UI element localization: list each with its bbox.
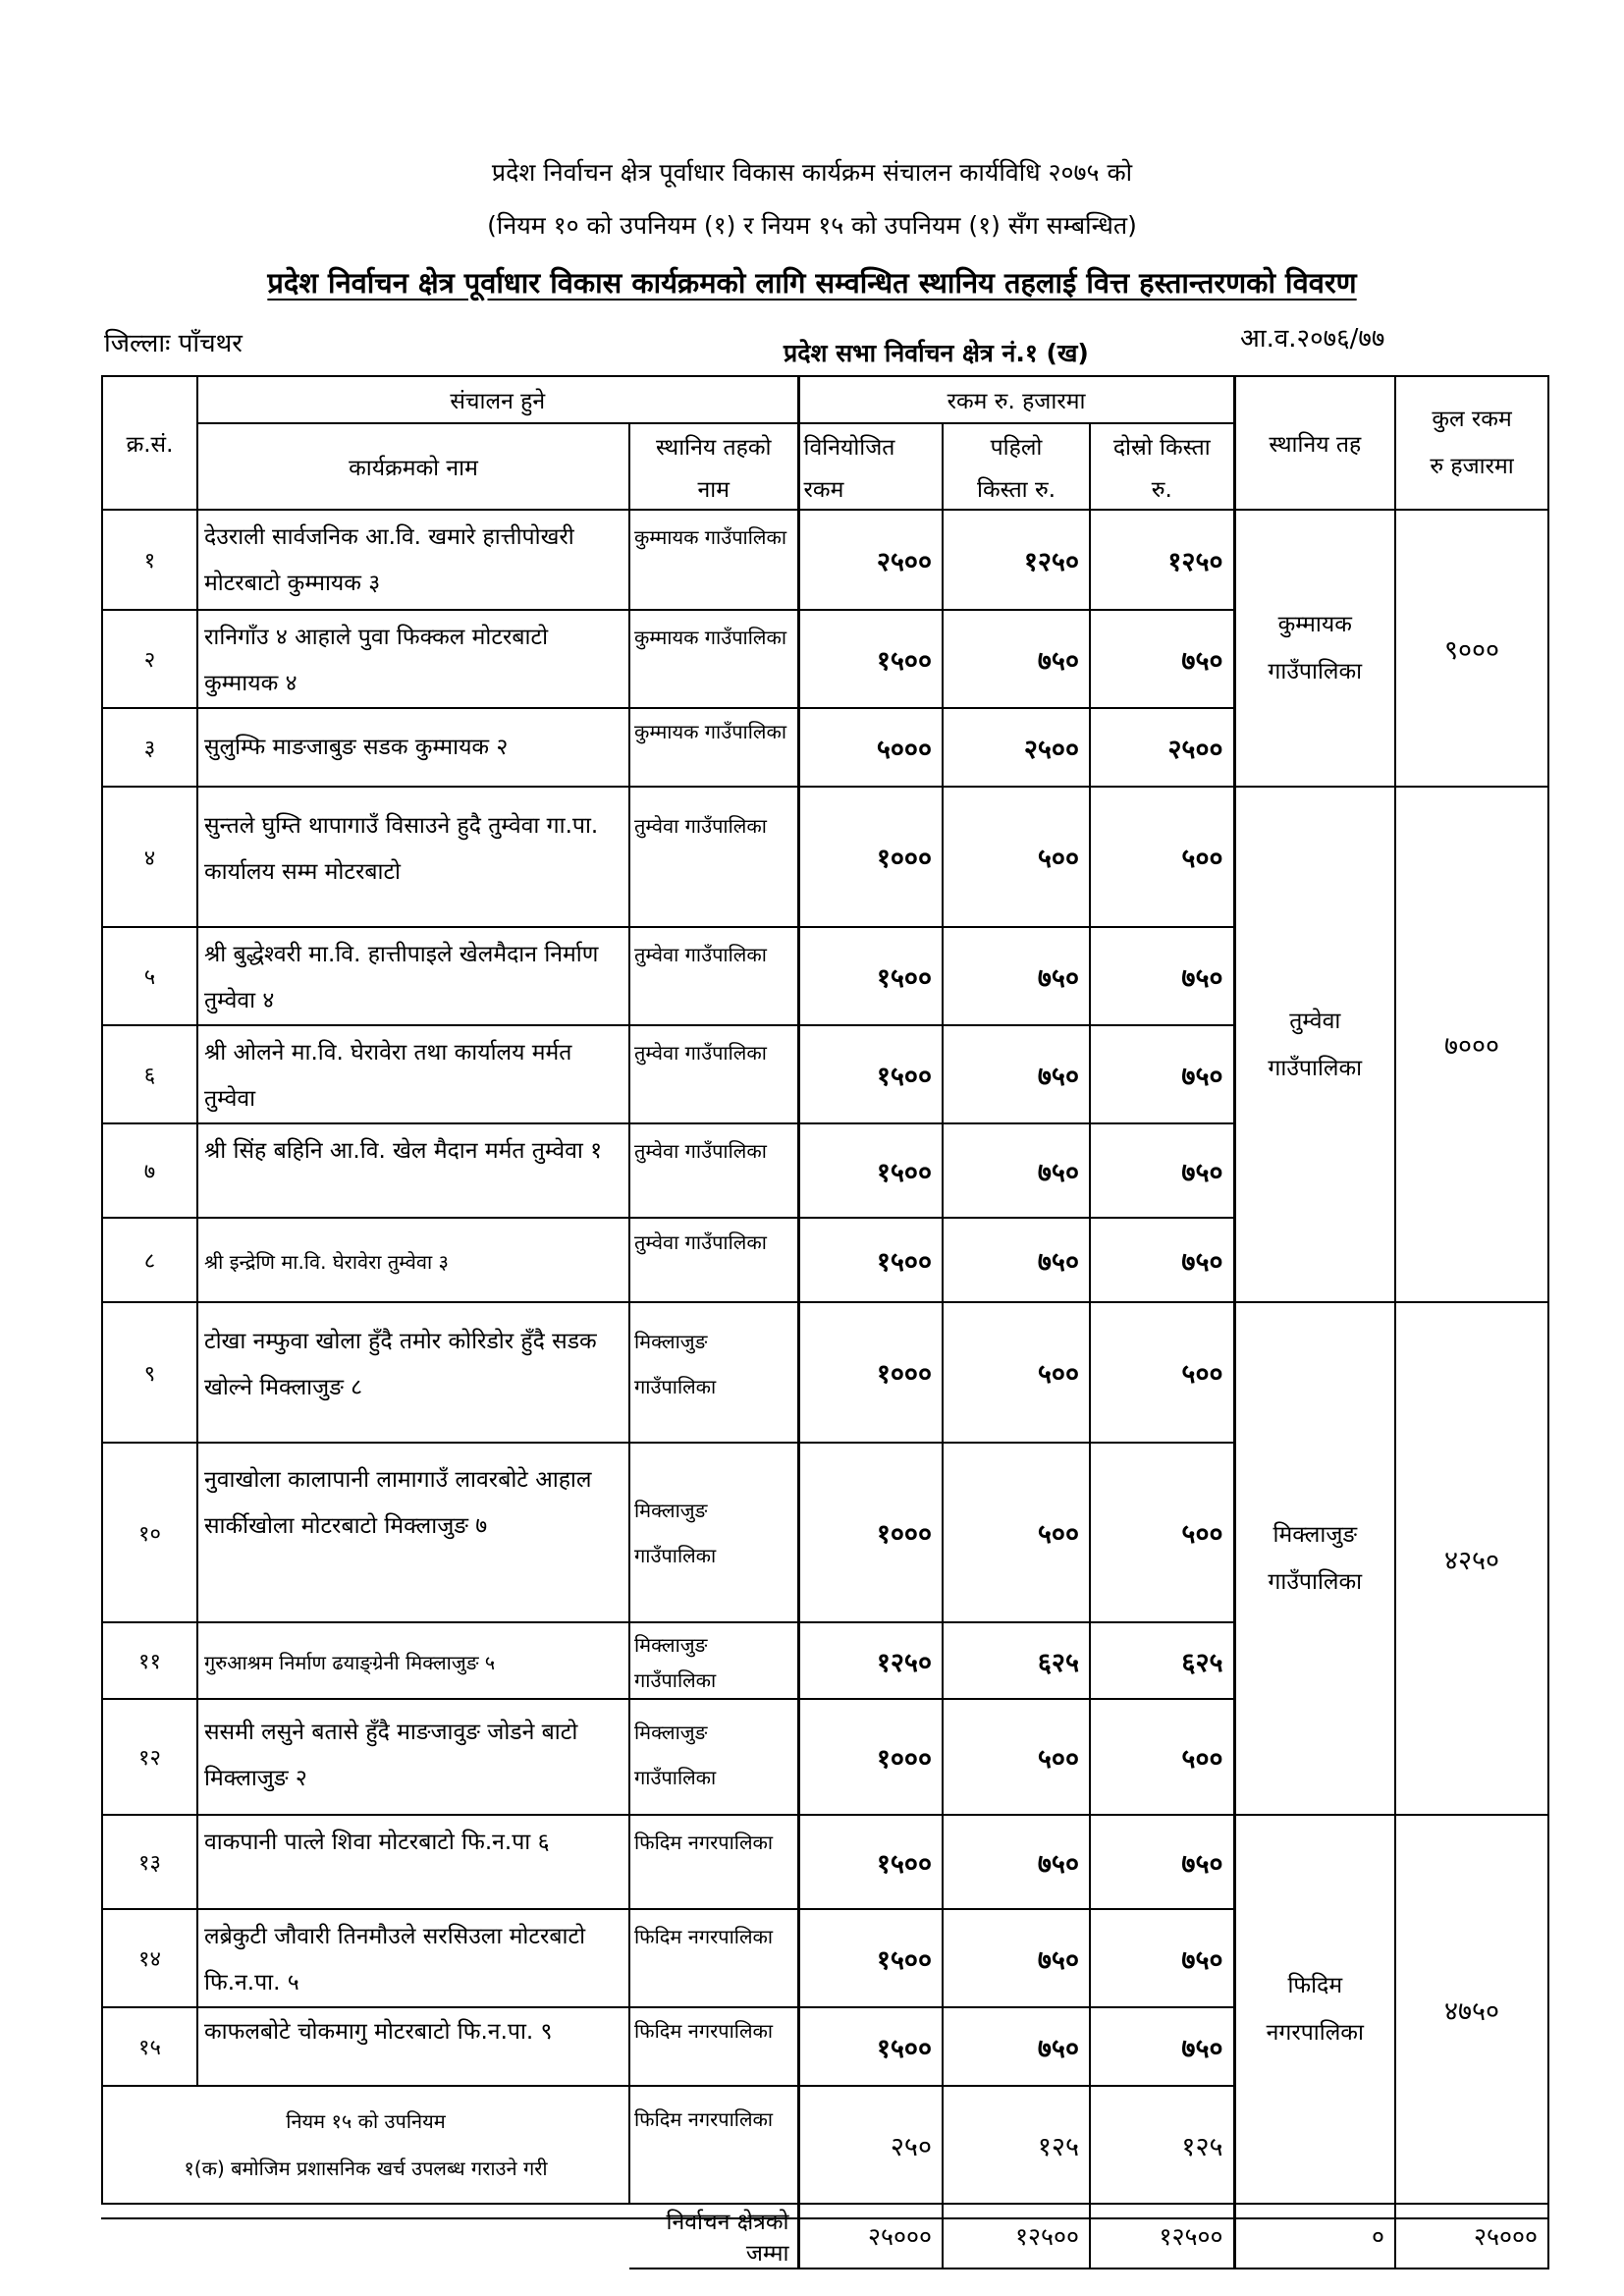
row-program: ससमी लसुने बतासे हुँदै माङजावुङ जोडने बाटो मिक्लाजुङ २ bbox=[197, 1699, 629, 1815]
admin-text-line2: १(क) बमोजिम प्रशासनिक खर्च उपलब्ध गराउने गरी bbox=[184, 2157, 548, 2180]
row-second: ७५० bbox=[1090, 1909, 1234, 2007]
row-sn: २ bbox=[102, 610, 197, 708]
col-header-second-1: दोस्रो किस्ता bbox=[1090, 423, 1234, 466]
row-local: फिदिम नगरपालिका bbox=[629, 1815, 798, 1909]
row-first: ७५० bbox=[943, 1025, 1090, 1123]
row-program: गुरुआश्रम निर्माण ढयाङ्ग्रेनी मिक्लाजुङ ५ bbox=[197, 1622, 629, 1699]
row-second: ७५० bbox=[1090, 610, 1234, 708]
row-first: २५०० bbox=[943, 708, 1090, 787]
row-local: कुम्मायक गाउँपालिका bbox=[629, 510, 798, 610]
col-header-first-1: पहिलो bbox=[943, 423, 1090, 466]
admin-expense-text bbox=[102, 2086, 629, 2204]
row-program: वाकपानी पात्ले शिवा मोटरबाटो फि.न.पा ६ bbox=[197, 1815, 629, 1909]
row-first: ५०० bbox=[943, 1443, 1090, 1622]
row-program: सुलुम्फि माङजाबुङ सडक कुम्मायक २ bbox=[197, 708, 629, 787]
row-first: ७५० bbox=[943, 2007, 1090, 2086]
row-program: रानिगाँउ ४ आहाले पुवा फिक्कल मोटरबाटो कुम्मायक ४ bbox=[197, 610, 629, 708]
row-allocated: १५०० bbox=[798, 2007, 943, 2086]
group-tier: कुम्मायक गाउँपालिका bbox=[1234, 510, 1395, 787]
row-sn: ११ bbox=[102, 1622, 197, 1699]
row-allocated: १००० bbox=[798, 1302, 943, 1443]
row-allocated: १००० bbox=[798, 1699, 943, 1815]
row-second: ७५० bbox=[1090, 927, 1234, 1025]
row-program: काफलबोटे चोकमागु मोटरबाटो फि.न.पा. ९ bbox=[197, 2007, 629, 2086]
district-label: जिल्लाः पाँचथर bbox=[104, 329, 243, 358]
col-header-total-line2: रु हजारमा bbox=[1430, 454, 1514, 479]
row-sn: १५ bbox=[102, 2007, 197, 2086]
row-sn: १३ bbox=[102, 1815, 197, 1909]
row-program: श्री इन्द्रेणि मा.वि. घेरावेरा तुम्वेवा ३ bbox=[197, 1218, 629, 1302]
col-header-local-level: स्थानिय तह bbox=[1234, 376, 1395, 510]
row-sn: १४ bbox=[102, 1909, 197, 2007]
row-second: ५०० bbox=[1090, 1443, 1234, 1622]
grand-total: २५००० bbox=[1395, 2204, 1548, 2269]
row-first: ७५० bbox=[943, 927, 1090, 1025]
table-row bbox=[102, 1302, 1548, 1443]
col-header-first-2: किस्ता रु. bbox=[943, 466, 1090, 510]
row-allocated: ५००० bbox=[798, 708, 943, 787]
row-local: कुम्मायक गाउँपालिका bbox=[629, 708, 798, 787]
row-allocated: १२५० bbox=[798, 1622, 943, 1699]
group-tier: फिदिम नगरपालिका bbox=[1234, 1815, 1395, 2204]
row-sn: ८ bbox=[102, 1218, 197, 1302]
row-first: ७५० bbox=[943, 1815, 1090, 1909]
col-header-allocated-1: विनियोजित bbox=[798, 423, 943, 466]
row-allocated: १५०० bbox=[798, 927, 943, 1025]
row-program: सुन्तले घुम्ति थापागाउँ विसाउने हुदै तुम्वेवा गा.पा. कार्यालय सम्म मोटरबाटो bbox=[197, 787, 629, 927]
row-sn: ९ bbox=[102, 1302, 197, 1443]
row-first: ५०० bbox=[943, 1302, 1090, 1443]
row-program: श्री सिंह बहिनि आ.वि. खेल मैदान मर्मत तुम्वेवा १ bbox=[197, 1123, 629, 1218]
group-tier: तुम्वेवा गाउँपालिका bbox=[1234, 787, 1395, 1302]
row-sn: १२ bbox=[102, 1699, 197, 1815]
col-header-amount: रकम रु. हजारमा bbox=[798, 376, 1234, 423]
row-program: श्री ओलने मा.वि. घेरावेरा तथा कार्यालय मर्मत तुम्वेवा bbox=[197, 1025, 629, 1123]
group-total: ९००० bbox=[1395, 510, 1548, 787]
row-local: कुम्मायक गाउँपालिका bbox=[629, 610, 798, 708]
col-header-local-name-1: स्थानिय तहको bbox=[629, 423, 798, 466]
row-local: तुम्वेवा गाउँपालिका bbox=[629, 1123, 798, 1218]
total-tier: ० bbox=[1234, 2204, 1395, 2269]
row-first: ७५० bbox=[943, 1909, 1090, 2007]
group-total: ७००० bbox=[1395, 787, 1548, 1302]
col-header-local-name-2: नाम bbox=[629, 466, 798, 510]
col-header-allocated-2: रकम bbox=[798, 466, 943, 510]
row-first: ५०० bbox=[943, 1699, 1090, 1815]
row-second: ५०० bbox=[1090, 1302, 1234, 1443]
total-first: १२५०० bbox=[943, 2204, 1090, 2269]
row-local: मिक्लाजुङ गाउँपालिका bbox=[629, 1622, 798, 1699]
header-line-2: (नियम १० को उपनियम (१) र नियम १५ को उपनियम (१) सँग सम्बन्धित) bbox=[487, 211, 1137, 240]
group-total: ४२५० bbox=[1395, 1302, 1548, 1815]
row-local: फिदिम नगरपालिका bbox=[629, 1909, 798, 2007]
total-row bbox=[102, 2204, 1548, 2269]
row-first: ७५० bbox=[943, 1218, 1090, 1302]
row-allocated: १५०० bbox=[798, 1218, 943, 1302]
group-tier: मिक्लाजुङ गाउँपालिका bbox=[1234, 1302, 1395, 1815]
col-header-total-line1: कुल रकम bbox=[1432, 407, 1512, 432]
row-second: ६२५ bbox=[1090, 1622, 1234, 1699]
admin-text-line1: नियम १५ को उपनियम bbox=[286, 2109, 446, 2133]
row-program: देउराली सार्वजनिक आ.वि. खमारे हात्तीपोखरी मोटरबाटो कुम्मायक ३ bbox=[197, 510, 629, 610]
row-first: १२५ bbox=[943, 2086, 1090, 2204]
row-second: ५०० bbox=[1090, 787, 1234, 927]
row-program: नुवाखोला कालापानी लामागाउँ लावरबोटे आहाल सार्कीखोला मोटरबाटो मिक्लाजुङ ७ bbox=[197, 1443, 629, 1622]
row-first: १२५० bbox=[943, 510, 1090, 610]
row-first: ५०० bbox=[943, 787, 1090, 927]
row-sn: ७ bbox=[102, 1123, 197, 1218]
row-local: मिक्लाजुङ गाउँपालिका bbox=[629, 1302, 798, 1443]
row-allocated: २५० bbox=[798, 2086, 943, 2204]
row-sn: १ bbox=[102, 510, 197, 610]
row-sn: ६ bbox=[102, 1025, 197, 1123]
row-second: ७५० bbox=[1090, 1123, 1234, 1218]
row-first: ७५० bbox=[943, 1123, 1090, 1218]
row-second: १२५ bbox=[1090, 2086, 1234, 2204]
row-allocated: १५०० bbox=[798, 610, 943, 708]
row-local: फिदिम नगरपालिका bbox=[629, 2007, 798, 2086]
document-title: प्रदेश निर्वाचन क्षेत्र पूर्वाधार विकास कार्यक्रमको लागि सम्वन्धित स्थानिय तहलाई वित्त हस्तान्तरणको विवरण bbox=[267, 266, 1357, 300]
row-local: तुम्वेवा गाउँपालिका bbox=[629, 1025, 798, 1123]
row-sn: ५ bbox=[102, 927, 197, 1025]
col-header-program: कार्यक्रमको नाम bbox=[197, 423, 629, 510]
total-row-blank bbox=[102, 2204, 629, 2269]
row-local: तुम्वेवा गाउँपालिका bbox=[629, 927, 798, 1025]
row-program: लब्रेकुटी जौवारी तिनमौउले सरसिउला मोटरबाटो फि.न.पा. ५ bbox=[197, 1909, 629, 2007]
table-row bbox=[102, 787, 1548, 927]
row-allocated: १००० bbox=[798, 787, 943, 927]
table-row bbox=[102, 1815, 1548, 1909]
row-first: ६२५ bbox=[943, 1622, 1090, 1699]
row-second: ७५० bbox=[1090, 1218, 1234, 1302]
col-header-total bbox=[1395, 376, 1548, 510]
row-local: फिदिम नगरपालिका bbox=[629, 2086, 798, 2204]
row-allocated: १५०० bbox=[798, 1815, 943, 1909]
col-header-sn: क्र.सं. bbox=[102, 376, 197, 510]
fiscal-year-label: आ.व.२०७६/७७ bbox=[1240, 324, 1385, 354]
header-line-1: प्रदेश निर्वाचन क्षेत्र पूर्वाधार विकास कार्यक्रम संचालन कार्यविधि २०७५ को bbox=[491, 158, 1133, 187]
bottom-rule bbox=[101, 2217, 1547, 2219]
row-allocated: १५०० bbox=[798, 1909, 943, 2007]
row-allocated: १५०० bbox=[798, 1025, 943, 1123]
transfer-table bbox=[101, 375, 1549, 2269]
row-second: २५०० bbox=[1090, 708, 1234, 787]
group-total: ४७५० bbox=[1395, 1815, 1548, 2204]
col-header-operating: संचालन हुने bbox=[197, 376, 798, 423]
row-second: ७५० bbox=[1090, 1025, 1234, 1123]
total-second: १२५०० bbox=[1090, 2204, 1234, 2269]
row-program: टोखा नम्फुवा खोला हुँदै तमोर कोरिडोर हुँदै सडक खोल्ने मिक्लाजुङ ८ bbox=[197, 1302, 629, 1443]
row-local: तुम्वेवा गाउँपालिका bbox=[629, 1218, 798, 1302]
total-allocated: २५००० bbox=[798, 2204, 943, 2269]
row-first: ७५० bbox=[943, 610, 1090, 708]
row-sn: १० bbox=[102, 1443, 197, 1622]
col-header-second-2: रु. bbox=[1090, 466, 1234, 510]
constituency-label: प्रदेश सभा निर्वाचन क्षेत्र नं.१ (ख) bbox=[784, 339, 1089, 367]
table-row bbox=[102, 510, 1548, 610]
row-local: मिक्लाजुङ गाउँपालिका bbox=[629, 1699, 798, 1815]
row-allocated: १५०० bbox=[798, 1123, 943, 1218]
row-second: ७५० bbox=[1090, 2007, 1234, 2086]
row-second: १२५० bbox=[1090, 510, 1234, 610]
row-local: मिक्लाजुङ गाउँपालिका bbox=[629, 1443, 798, 1622]
row-second: ७५० bbox=[1090, 1815, 1234, 1909]
row-sn: ३ bbox=[102, 708, 197, 787]
row-second: ५०० bbox=[1090, 1699, 1234, 1815]
row-program: श्री बुद्धेश्वरी मा.वि. हात्तीपाइले खेलमैदान निर्माण तुम्वेवा ४ bbox=[197, 927, 629, 1025]
row-local: तुम्वेवा गाउँपालिका bbox=[629, 787, 798, 927]
row-allocated: २५०० bbox=[798, 510, 943, 610]
row-sn: ४ bbox=[102, 787, 197, 927]
row-allocated: १००० bbox=[798, 1443, 943, 1622]
total-label: निर्वाचन क्षेत्रको जम्मा bbox=[629, 2204, 798, 2269]
